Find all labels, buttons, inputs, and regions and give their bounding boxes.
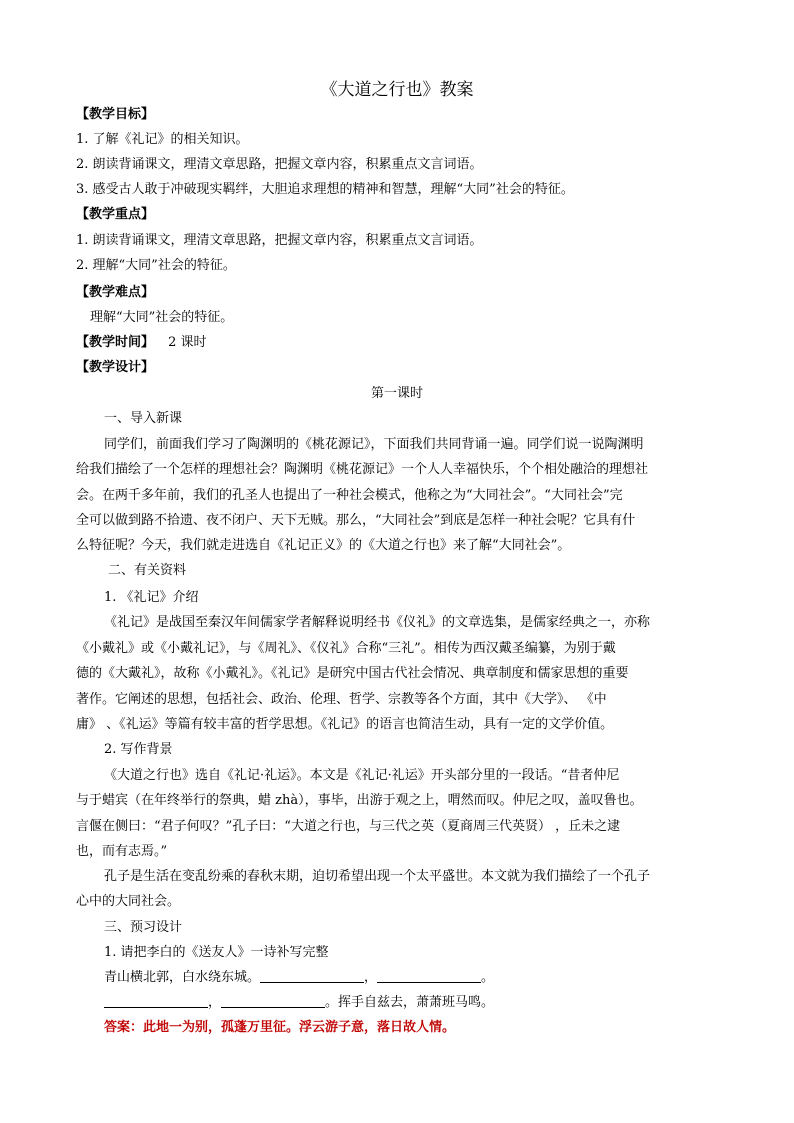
- background-line: 与于蜡宾（在年终举行的祭典，蜡 zhà），事毕，出游于观之上，喟然而叹。仲尼之叹，盖叹鲁也。: [76, 793, 643, 808]
- key-heading: 【教学重点】: [76, 207, 155, 222]
- comma-mark: ，: [364, 970, 378, 985]
- preview-heading: 三、预习设计: [104, 920, 183, 935]
- difficulty-text: 理解“大同”社会的特征。: [90, 310, 234, 325]
- fill-blank[interactable]: [104, 995, 208, 1008]
- goals-heading: 【教学目标】: [76, 107, 155, 122]
- materials-sub1: 1. 《礼记》介绍: [104, 590, 199, 605]
- answer-text: 答案：此地一为别，孤蓬万里征。浮云游子意，落日故人情。: [104, 1020, 456, 1035]
- materials-heading: 二、有关资料: [108, 563, 187, 578]
- goal-item: 1. 了解《礼记》的相关知识。: [76, 132, 249, 147]
- intro-line: 会。在两千多年前，我们的孔圣人也提出了一种社会模式，他称之为“大同社会”。“大同社会”完: [76, 488, 623, 503]
- materials-line: 著作。它阐述的思想，包括社会、政治、伦理、哲学、宗教等各个方面，其中《大学》、 《中: [76, 692, 607, 707]
- doc-title: 《大道之行也》教案: [320, 80, 474, 100]
- fill-blank[interactable]: [377, 970, 481, 983]
- intro-line: 给我们描绘了一个怎样的理想社会？陶渊明《桃花源记》一个人人幸福快乐，个个相处融洽的理想社: [76, 462, 649, 477]
- goal-item: 2. 朗读背诵课文，理清文章思路，把握文章内容，积累重点文言词语。: [76, 157, 483, 172]
- materials-line: 《礼记》是战国至秦汉年间儒家学者解释说明经书《仪礼》的文章选集，是儒家经典之一，亦称: [104, 615, 651, 630]
- poem-tail-text: 。挥手自兹去，萧萧班马鸣。: [325, 995, 495, 1010]
- key-item: 1. 朗读背诵课文，理清文章思路，把握文章内容，积累重点文言词语。: [76, 233, 483, 248]
- poem-line-2: [104, 994, 764, 1012]
- intro-line: 同学们，前面我们学习了陶渊明的《桃花源记》，下面我们共同背诵一遍。同学们说一说陶渊明: [104, 437, 644, 452]
- comma-mark: ，: [208, 995, 222, 1010]
- intro-line: 全可以做到路不拾遗、夜不闭户、天下无贼。那么，“大同社会”到底是怎样一种社会呢？它具有什: [76, 513, 636, 528]
- difficulty-heading: 【教学难点】: [76, 285, 155, 300]
- key-item: 2. 理解“大同”社会的特征。: [76, 258, 236, 273]
- intro-heading: 一、导入新课: [104, 411, 183, 426]
- fill-blank[interactable]: [260, 970, 364, 983]
- period-mark: 。: [481, 970, 495, 985]
- background-line: 《大道之行也》选自《礼记·礼运》。本文是《礼记·礼运》开头部分里的一段话。“昔者仲尼: [104, 768, 620, 783]
- materials-line: 德的《大戴礼》，故称《小戴礼》。《礼记》是研究中国古代社会情况、典章制度和儒家思想的重要: [76, 666, 629, 681]
- materials-line: 庸》 、《礼运》等篇有较丰富的哲学思想。《礼记》的语言也简洁生动，具有一定的文学价值。: [76, 717, 614, 732]
- intro-line: 么特征呢？今天，我们就走进选自《礼记正义》的《大道之行也》来了解“大同社会”。: [76, 538, 571, 553]
- materials-line: 《小戴礼》或《小戴礼记》，与《周礼》、《仪礼》合称“三礼”。相传为西汉戴圣编纂，为别于戴: [76, 641, 616, 656]
- goal-item: 3. 感受古人敢于冲破现实羁绊，大胆追求理想的精神和智慧，理解“大同”社会的特征。: [76, 182, 574, 197]
- background-line: 也，而有志焉。”: [76, 844, 168, 859]
- poem-given-text: 青山横北郭，白水绕东城。: [104, 970, 261, 985]
- materials-sub2: 2. 写作背景: [104, 742, 173, 757]
- period-label: 第一课时: [370, 386, 423, 401]
- time-row: [76, 334, 736, 352]
- time-value: 2 课时: [168, 335, 207, 350]
- fill-blank[interactable]: [221, 995, 325, 1008]
- background-line: 言偃在侧曰：“君子何叹？”孔子曰：“大道之行也，与三代之英（夏商周三代英贤） ，丘未之逮: [76, 819, 621, 834]
- poem-line-1: [104, 969, 764, 987]
- preview-question: 1. 请把李白的《送友人》一诗补写完整: [104, 945, 329, 960]
- background-line: 孔子是生活在变乱纷乘的春秋末期，迫切希望出现一个太平盛世。本文就为我们描绘了一个孔子: [104, 869, 651, 884]
- design-heading: 【教学设计】: [76, 360, 155, 375]
- time-heading: 【教学时间】: [76, 335, 155, 350]
- background-line: 心中的大同社会。: [76, 894, 181, 909]
